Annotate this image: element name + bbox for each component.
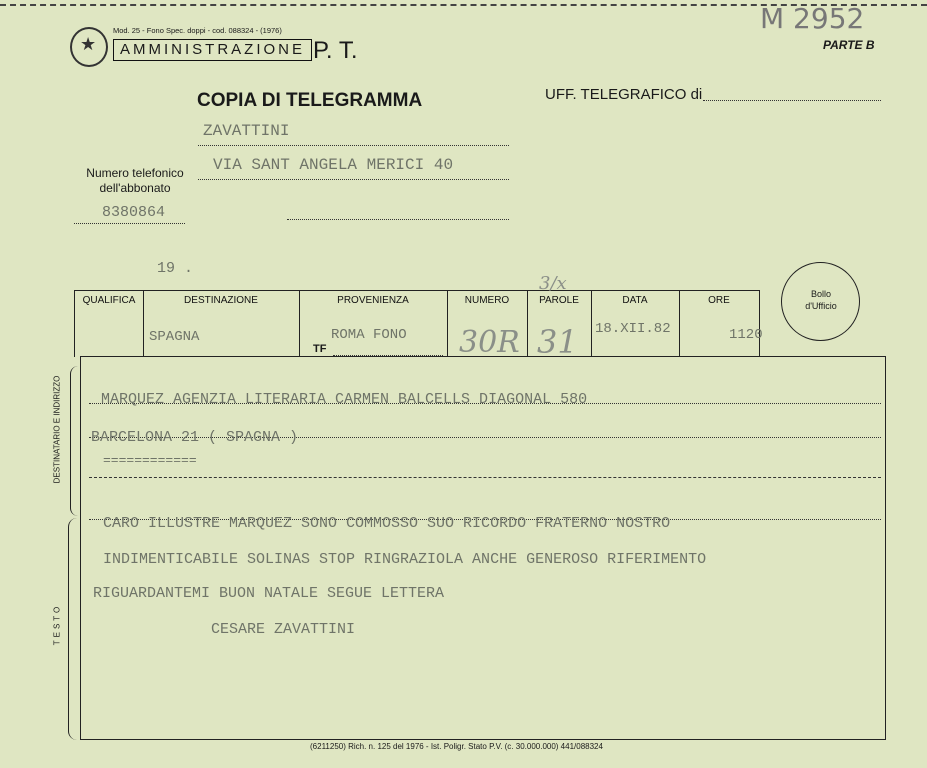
testo-side-label: TESTO bbox=[52, 603, 62, 646]
phone-label: Numero telefonico dell'abbonato bbox=[86, 166, 184, 195]
address-line-3-text: ============ bbox=[103, 453, 197, 468]
data-value: 18.XII.82 bbox=[595, 321, 671, 337]
republic-emblem-icon bbox=[70, 27, 108, 67]
parole-header: PAROLE bbox=[539, 295, 579, 306]
year-prefix-text: 19 bbox=[157, 260, 176, 277]
office-field-line bbox=[703, 100, 881, 101]
parole-top-handwritten: 3/x bbox=[539, 273, 567, 294]
provenienza-value: ROMA FONO bbox=[331, 327, 407, 343]
header-table bbox=[74, 273, 763, 361]
administration-pt: P. T. bbox=[313, 37, 358, 64]
data-header: DATA bbox=[622, 295, 648, 306]
administration-box bbox=[113, 39, 312, 61]
office-stamp-circle bbox=[781, 262, 860, 341]
destinatario-bracket bbox=[70, 366, 79, 516]
text-line-4: CESARE ZAVATTINI bbox=[211, 621, 356, 638]
message-body bbox=[80, 356, 886, 740]
address-divider bbox=[89, 477, 881, 478]
destinatario-side-label: DESTINATARIO E INDIRIZZO bbox=[52, 375, 62, 484]
extra-address-line bbox=[287, 219, 509, 220]
phone-number: 8380864 bbox=[102, 204, 166, 221]
tf-label: TF bbox=[313, 343, 327, 355]
text-line-2: INDIMENTICABILE SOLINAS STOP RINGRAZIOLA ANCHE GENEROSO RIFERIMENTO bbox=[103, 551, 707, 568]
provenienza-header: PROVENIENZA bbox=[337, 295, 409, 306]
document-title: COPIA DI TELEGRAMMA bbox=[197, 90, 423, 111]
testo-bracket bbox=[68, 518, 77, 740]
address-line-1-text: MARQUEZ AGENZIA LITERARIA CARMEN BALCELLS DIAGONAL 580 bbox=[101, 391, 588, 408]
numero-header: NUMERO bbox=[464, 295, 510, 306]
parole-handwritten: 31 bbox=[537, 323, 578, 361]
year-prefix: 19 . bbox=[157, 260, 194, 277]
phone-line bbox=[74, 223, 185, 224]
part-label: PARTE B bbox=[823, 38, 875, 52]
text-line-1: CARO ILLUSTRE MARQUEZ SONO COMMOSSO SUO RICORDO FRATERNO NOSTRO bbox=[103, 515, 671, 532]
form-model-line: Mod. 25 - Fono Spec. doppi - cod. 088324 - (1976) bbox=[113, 26, 282, 35]
destinazione-value: SPAGNA bbox=[149, 329, 200, 345]
ore-header: ORE bbox=[708, 295, 730, 306]
destinazione-header: DESTINAZIONE bbox=[184, 295, 258, 306]
qualifica-header: QUALIFICA bbox=[82, 295, 136, 306]
sender-name: ZAVATTINI bbox=[203, 122, 290, 140]
text-line-3: RIGUARDANTEMI BUON NATALE SEGUE LETTERA bbox=[93, 585, 445, 602]
sender-address: VIA SANT ANGELA MERICI 40 bbox=[213, 156, 454, 174]
numero-handwritten: 30R bbox=[459, 325, 520, 360]
address-line-2-text: BARCELONA 21 ( SPAGNA ) bbox=[91, 429, 299, 446]
sender-address-line bbox=[198, 179, 509, 180]
administration-label: AMMINISTRAZIONE bbox=[120, 41, 306, 58]
ore-value: 1120 bbox=[729, 327, 763, 343]
form-footer: (6211250) Rich. n. 125 del 1976 - Ist. Poligr. Stato P.V. (c. 30.000.000) 441/088324 bbox=[310, 742, 603, 751]
office-stamp-label: Bollo d'Ufficio bbox=[805, 289, 837, 311]
office-label: UFF. TELEGRAFICO di bbox=[545, 86, 703, 103]
sender-name-line bbox=[198, 145, 509, 146]
archive-mark: M 2952 bbox=[760, 2, 865, 35]
